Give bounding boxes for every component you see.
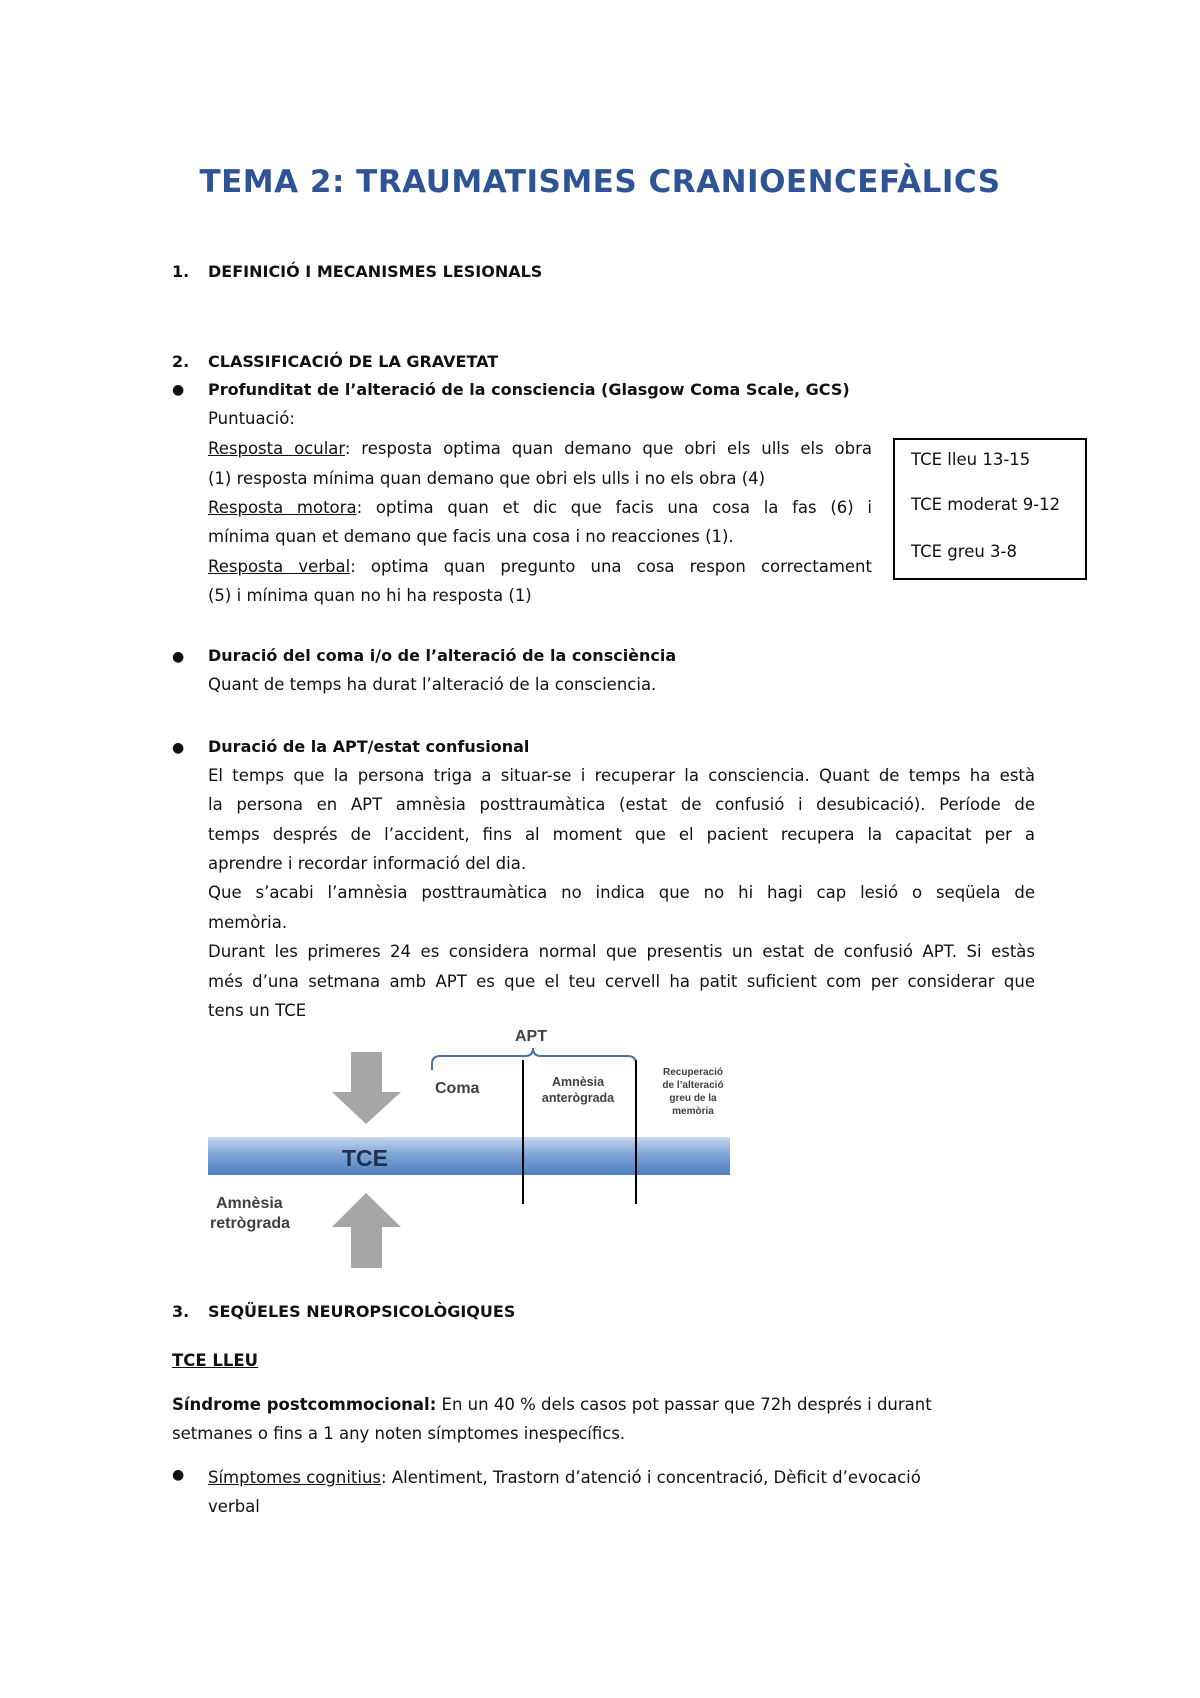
apt-line: aprendre i recordar informació del dia. (208, 854, 527, 873)
page-title: TEMA 2: TRAUMATISMES CRANIOENCEFÀLICS (199, 164, 1001, 200)
severity-moderat: TCE moderat 9-12 (911, 495, 1061, 514)
coma-heading: Duració del coma i/o de l’alteració de la consciència (208, 646, 677, 665)
section-label: SEQÜELES NEUROPSICOLÒGIQUES (208, 1302, 516, 1321)
bullet-icon: ● (172, 382, 185, 398)
gcs-motora-line: Resposta motora: optima quan et dic que facis una cosa la fas (6) i (208, 498, 872, 517)
cognitius-label: Símptomes cognitius (208, 1468, 382, 1487)
bullet-icon: ● (172, 740, 185, 756)
gcs-verbal-line: Resposta verbal: optima quan pregunto una cosa respon correctament (208, 557, 872, 576)
verbal-label: Resposta verbal (208, 557, 351, 576)
tce-bar-label: TCE (342, 1145, 388, 1171)
sindrome-line: Síndrome postcommocional: En un 40 % dels casos pot passar que 72h després i durant (172, 1395, 932, 1414)
cognitius-line: Símptomes cognitius: Alentiment, Trastorn d’atenció i concentració, Dèficit d’evocació (208, 1468, 921, 1487)
section-number: 3. (172, 1302, 190, 1321)
section-label: DEFINICIÓ I MECANISMES LESIONALS (208, 262, 543, 281)
bullet-icon: ● (172, 649, 185, 665)
apt-brace (432, 1048, 636, 1070)
recuperacio-label: de l’alteració (662, 1080, 724, 1091)
tce-bar (208, 1137, 730, 1175)
tce-lleu-heading: TCE LLEU (172, 1351, 259, 1370)
amnesia-retrograda-label: Amnèsia (216, 1195, 283, 1212)
up-arrow-icon (332, 1193, 401, 1268)
apt-line: més d’una setmana amb APT es que el teu cervell ha patit suficient com per considerar que (208, 972, 1035, 991)
recuperacio-label: memòria (672, 1106, 714, 1117)
severity-lleu: TCE lleu 13-15 (911, 450, 1031, 469)
amnesia-anterograda-label: Amnèsia (551, 1075, 605, 1089)
gcs-motora-line2: mínima quan et demano que facis una cosa i no reacciones (1). (208, 527, 734, 546)
ocular-label: Resposta ocular (208, 439, 345, 458)
sindrome-line2: setmanes o fins a 1 any noten símptomes inespecífics. (172, 1424, 626, 1443)
gcs-verbal-line2: (5) i mínima quan no hi ha resposta (1) (208, 586, 532, 605)
apt-line: la persona en APT amnèsia posttraumàtica (estat de confusió i desubicació). Període de (208, 795, 1035, 814)
severity-greu: TCE greu 3-8 (911, 542, 1018, 561)
bullet-icon: ● (172, 1467, 185, 1483)
recuperacio-label: greu de la (669, 1093, 717, 1104)
gcs-heading: Profunditat de l’alteració de la consciencia (Glasgow Coma Scale, GCS) (208, 380, 850, 399)
apt-line: Durant les primeres 24 es considera normal que presentis un estat de confusió APT. Si estàs (208, 942, 1035, 961)
down-arrow-icon (332, 1052, 401, 1124)
section-label: CLASSIFICACIÓ DE LA GRAVETAT (208, 352, 499, 371)
gcs-ocular-line2: (1) resposta mínima quan demano que obri els ulls i no els obra (4) (208, 469, 766, 488)
apt-line: memòria. (208, 913, 288, 932)
sindrome-label: Síndrome postcommocional: (172, 1395, 437, 1414)
section-number: 1. (172, 262, 190, 281)
apt-line: temps després de l’accident, fins al moment que el pacient recupera la capacitat per a (208, 825, 1035, 844)
gcs-ocular-line: Resposta ocular: resposta optima quan demano que obri els ulls els obra (208, 439, 872, 458)
apt-line: Que s’acabi l’amnèsia posttraumàtica no indica que no hi hagi cap lesió o seqüela de (208, 883, 1035, 902)
amnesia-anterograda-label: anterògrada (541, 1091, 615, 1105)
apt-label: APT (515, 1028, 547, 1045)
coma-text: Quant de temps ha durat l’alteració de la consciencia. (208, 675, 657, 694)
recuperacio-label: Recuperació (662, 1067, 724, 1078)
amnesia-retrograda-label: retrògrada (210, 1215, 291, 1232)
section-number: 2. (172, 352, 190, 371)
section-3-heading (172, 1302, 515, 1321)
apt-line: El temps que la persona triga a situar-se i recuperar la consciencia. Quant de temps ha està (208, 766, 1035, 785)
motora-label: Resposta motora (208, 498, 357, 517)
apt-heading: Duració de la APT/estat confusional (208, 737, 530, 756)
cognitius-line2: verbal (208, 1497, 260, 1516)
apt-line: tens un TCE (208, 1001, 307, 1020)
gcs-puntuacio: Puntuació: (208, 409, 295, 428)
coma-label: Coma (435, 1080, 480, 1097)
